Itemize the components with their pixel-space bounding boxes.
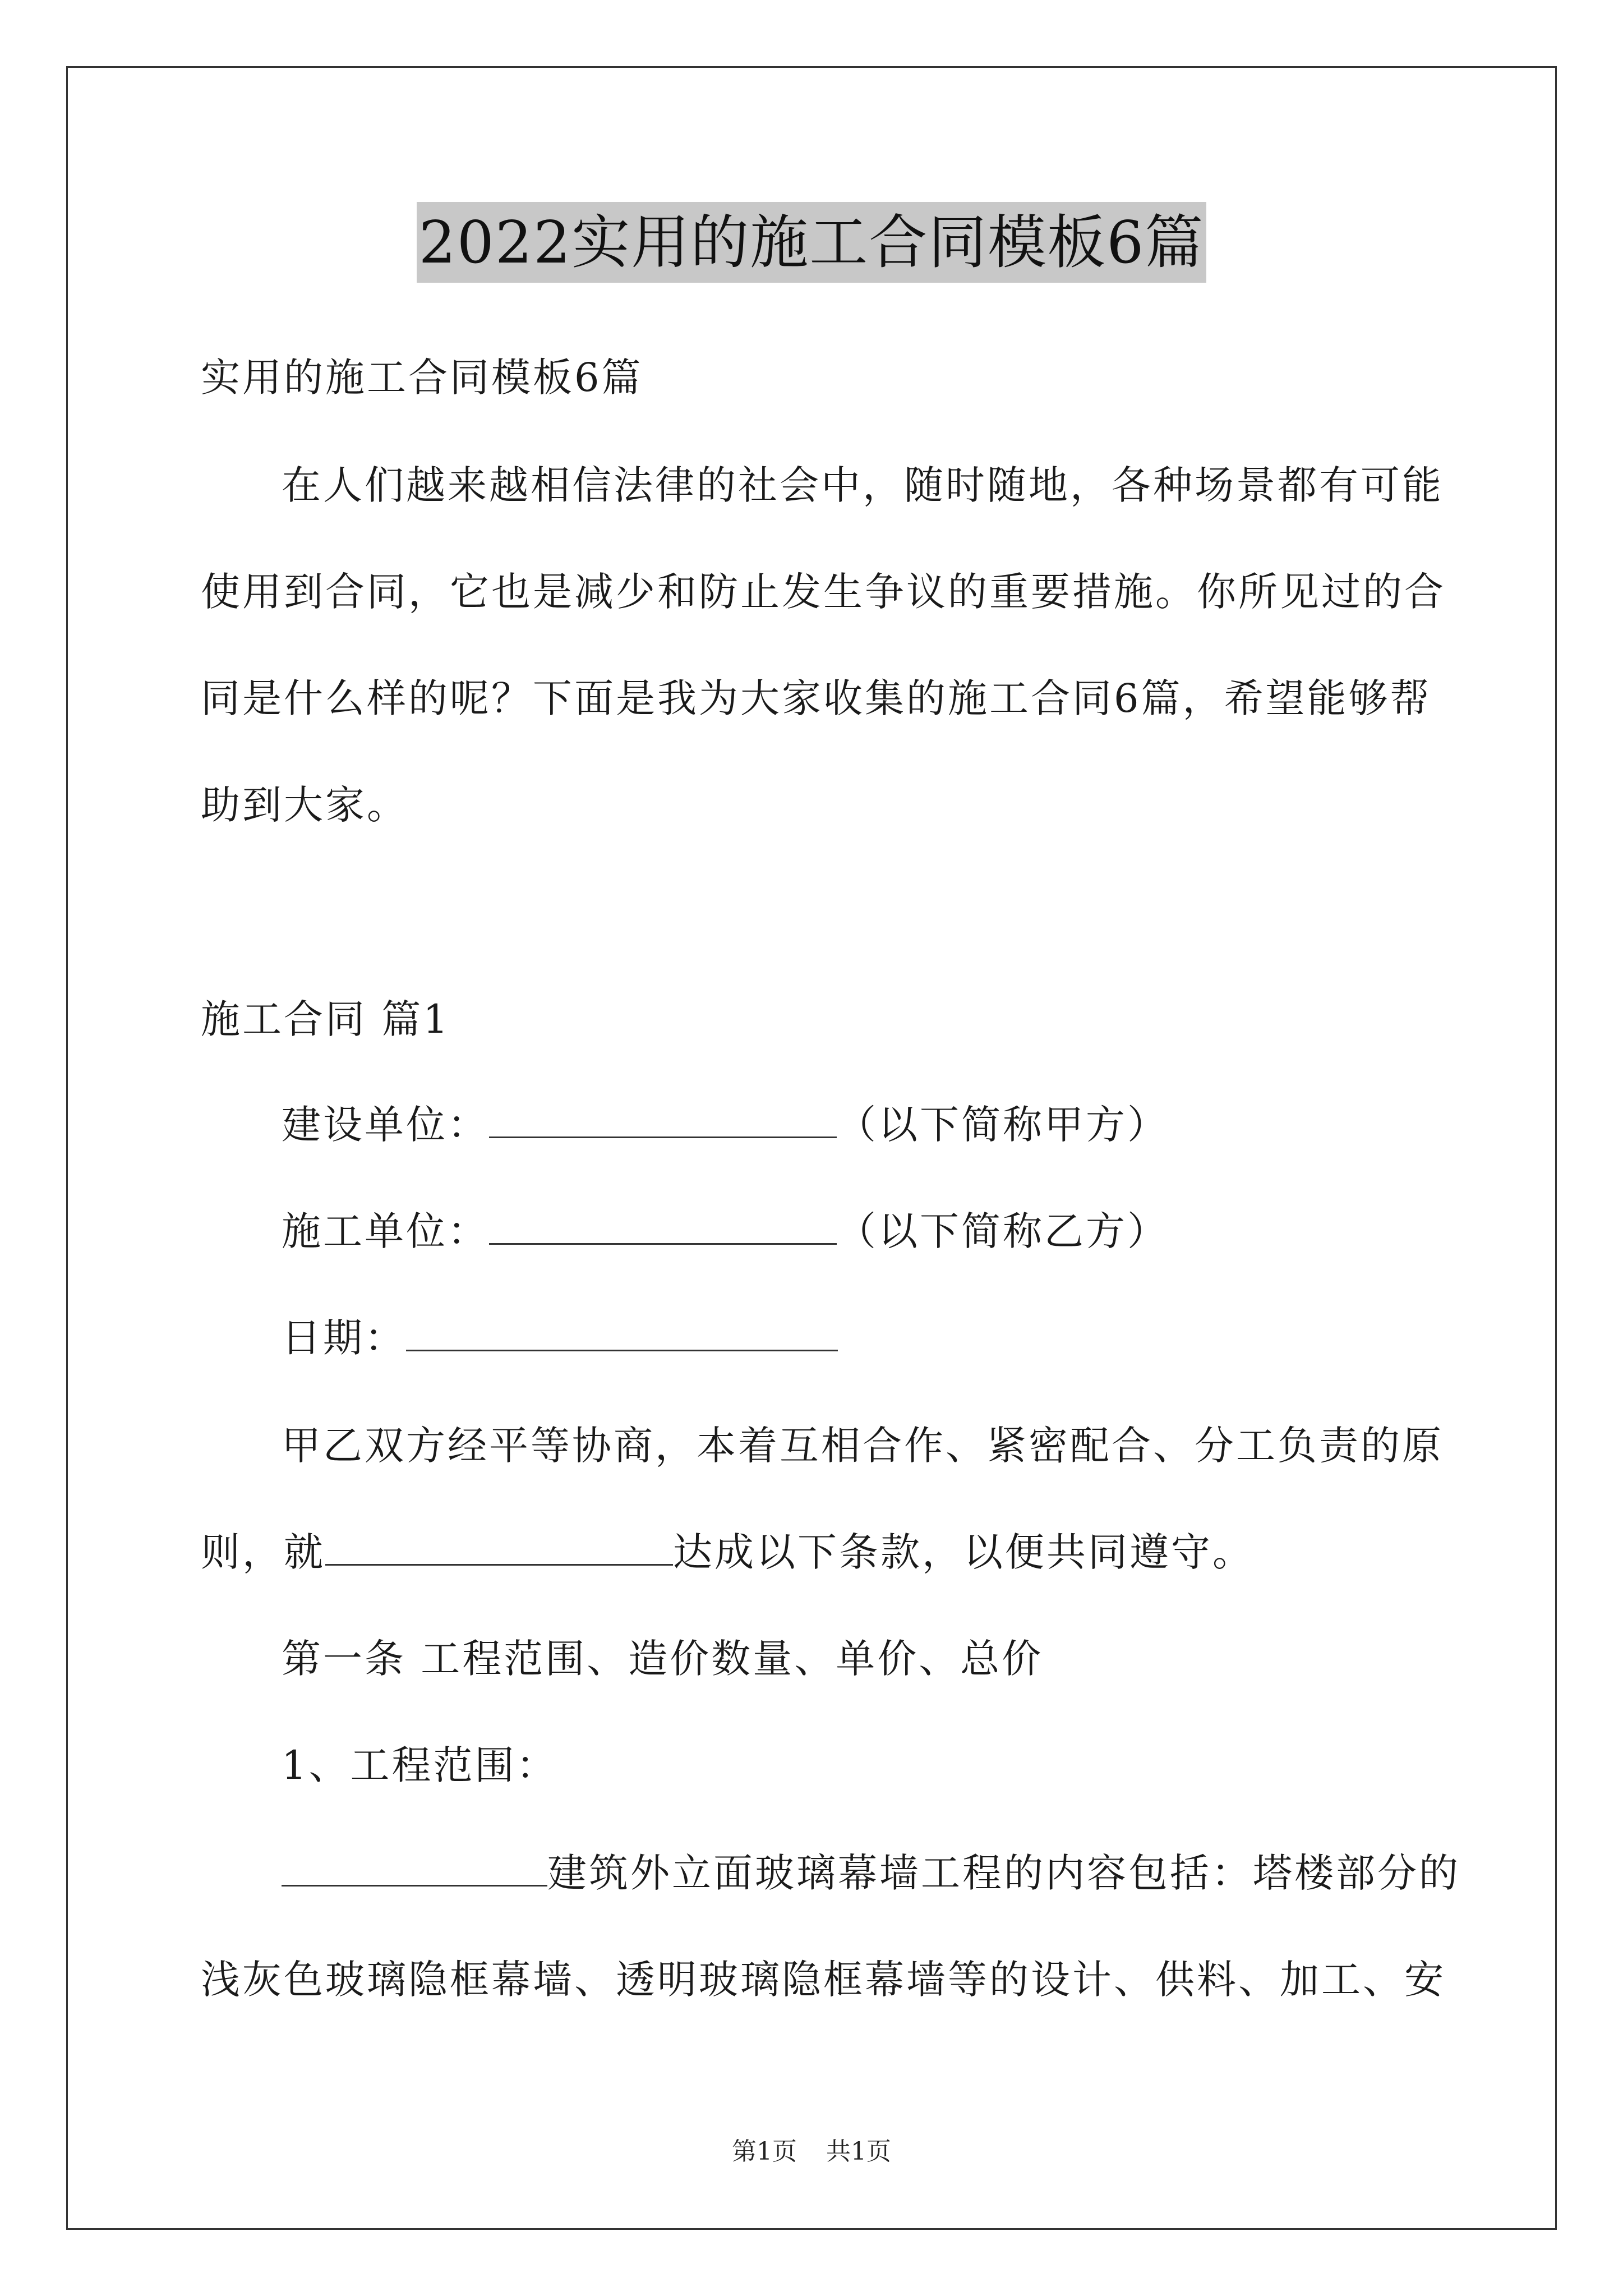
page-footer: [0, 2136, 1623, 2168]
contractor-label: 施工单位：: [282, 1208, 489, 1254]
agreement-prefix: 则，就: [201, 1529, 325, 1575]
date-label: 日期：: [282, 1315, 406, 1361]
contractor-suffix: （以下简称乙方）: [837, 1208, 1169, 1254]
builder-suffix: （以下简称甲方）: [837, 1102, 1169, 1148]
title-container: [0, 202, 1623, 283]
project-blank: [325, 1529, 673, 1566]
builder-blank: [489, 1102, 837, 1138]
page-total: 共1页: [826, 2137, 891, 2166]
page-number: 第1页: [732, 2137, 797, 2166]
document-title: 2022实用的施工合同模板6篇: [417, 202, 1207, 283]
agreement-line-2: [201, 1527, 1254, 1577]
scope-blank: [282, 1850, 547, 1887]
agreement-suffix: 达成以下条款，以便共同遵守。: [673, 1529, 1254, 1575]
builder-field: [282, 1099, 1169, 1150]
intro-line-3: 同是什么样的呢？下面是我为大家收集的施工合同6篇，希望能够帮: [201, 675, 1432, 721]
agreement-line-1: 甲乙双方经平等协商，本着互相合作、紧密配合、分工负责的原: [282, 1423, 1444, 1469]
intro-line-2: 使用到合同，它也是减少和防止发生争议的重要措施。你所见过的合: [201, 569, 1446, 615]
document-subtitle: 实用的施工合同模板6篇: [201, 355, 643, 401]
intro-line-4: 助到大家。: [201, 782, 408, 828]
contractor-blank: [489, 1208, 837, 1245]
date-field: [282, 1313, 838, 1363]
intro-line-1: 在人们越来越相信法律的社会中，随时随地，各种场景都有可能: [282, 462, 1444, 508]
date-blank: [406, 1315, 838, 1351]
contractor-field: [282, 1206, 1169, 1257]
builder-label: 建设单位：: [282, 1102, 489, 1148]
scope-line-1: [282, 1848, 1460, 1898]
article-1-heading: 第一条 工程范围、造价数量、单价、总价: [282, 1636, 1044, 1682]
scope-suffix: 建筑外立面玻璃幕墙工程的内容包括：塔楼部分的: [547, 1850, 1460, 1896]
section-heading: 施工合同 篇1: [201, 996, 450, 1042]
scope-line-2: 浅灰色玻璃隐框幕墙、透明玻璃隐框幕墙等的设计、供料、加工、安: [201, 1957, 1446, 2003]
item-1-heading: 1、工程范围：: [282, 1742, 558, 1788]
